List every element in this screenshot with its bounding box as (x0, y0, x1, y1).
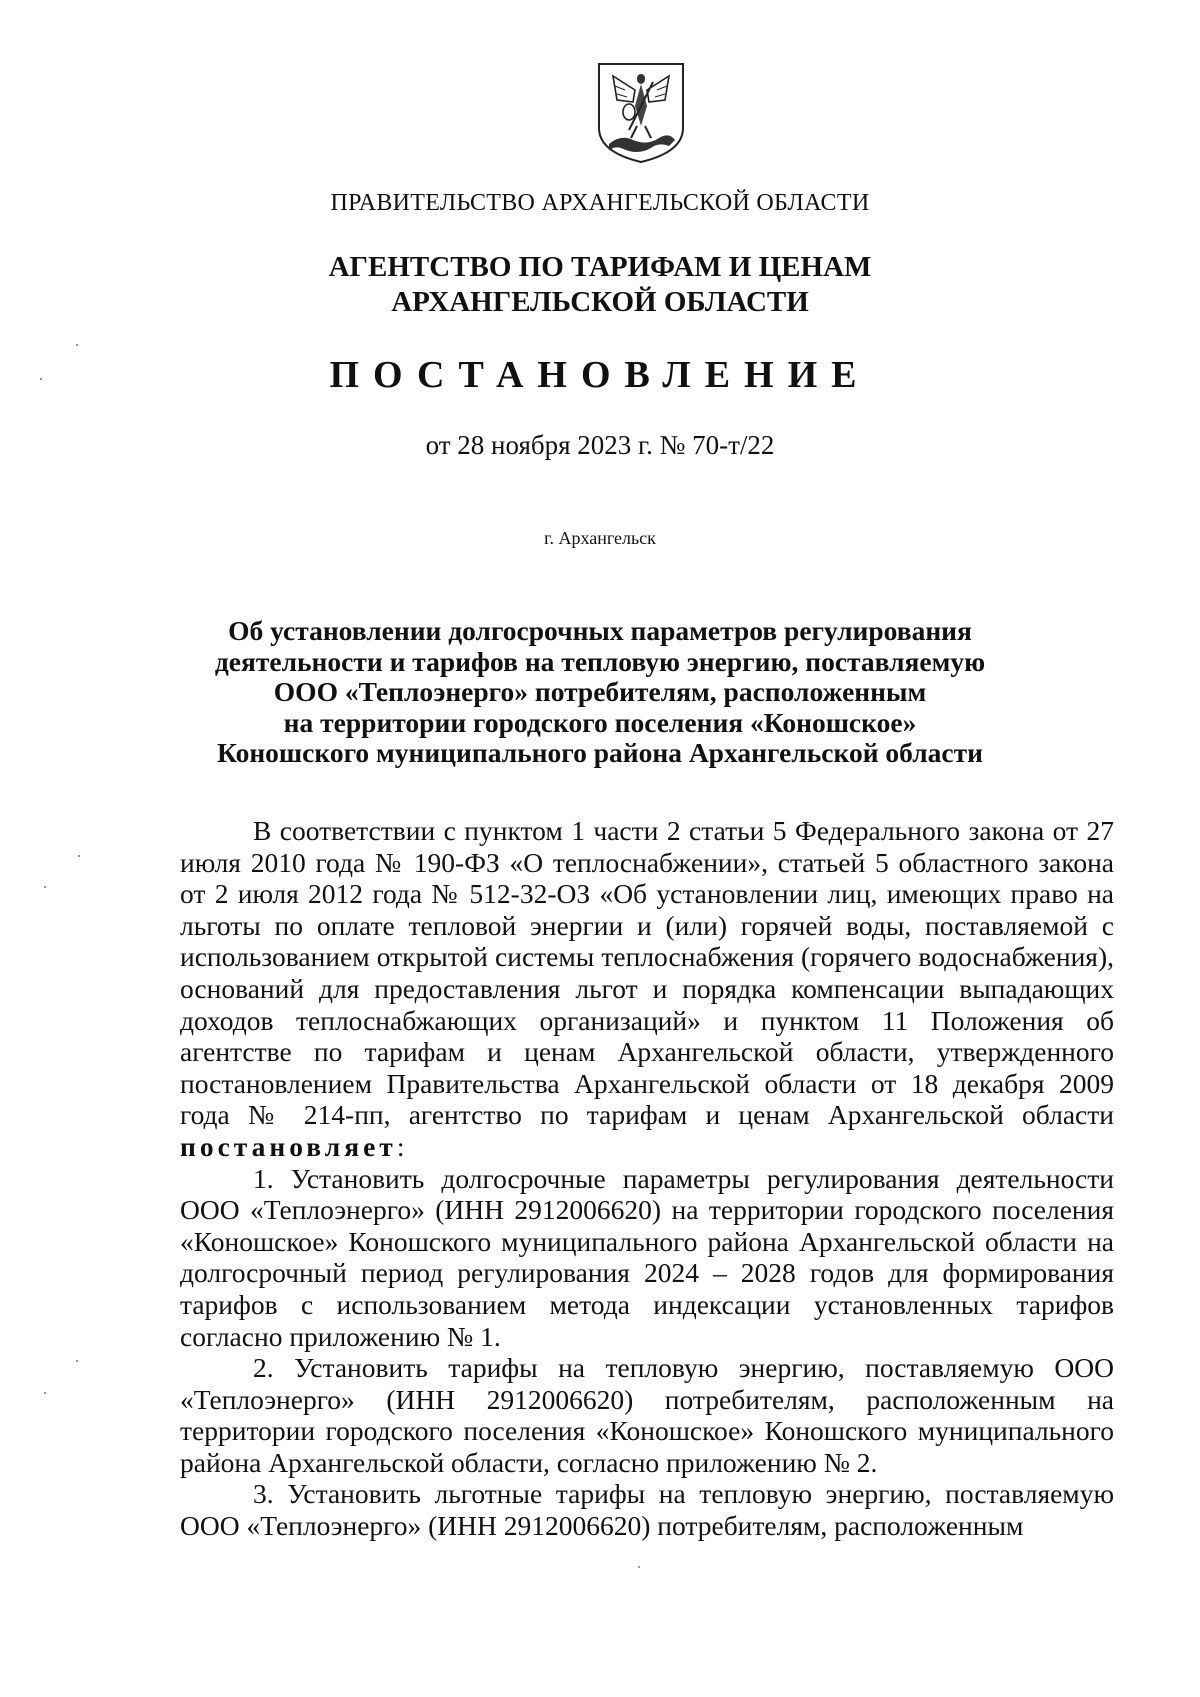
arkhangelsk-coat-of-arms-icon (595, 60, 687, 166)
preamble-text: В соответствии с пунктом 1 части 2 статьи 5 Федерального закона от 27 июля 2010 года № 190-ФЗ «О теплоснабжении», статьей 5 областного закона от 2 июля 2012 года № 512-32-ОЗ «Об установлении лиц, имеющих право на льготы по оплате тепловой энергии и (или) горячей воды, поставляемой с использованием открытой системы теплоснабжения (горячего водоснабжения), оснований для предоставления льгот и порядка компенсации выпадающих доходов теплоснабжающих организаций» и пунктом 11 Положения об агентстве по тарифам и ценам Архангельской области, утвержденного постановлением Правительства Архангельской области от 18 декабря 2009 года № 214-пп, агентство по тарифам и ценам Архангельской области (180, 815, 1114, 1131)
subject-line: деятельности и тарифов на тепловую энергию, поставляемую (214, 645, 986, 677)
item-1-paragraph: 1. Установить долгосрочные параметры регулирования деятельности ООО «Теплоэнерго» (ИНН 2912006620) на территории городского поселения «Коношское» Коношского муниципального района Архангельской области на долгосрочный период регулирования 2024 – 2028 годов для формирования тарифов с использованием метода индексации установленных тарифов согласно приложению № 1. (180, 1162, 1114, 1352)
subject-line: Об установлении долгосрочных параметров регулирования (228, 615, 972, 646)
scan-speck (638, 1566, 640, 1568)
agency-name-line1: АГЕНТСТВО ПО ТАРИФАМ И ЦЕНАМ (328, 251, 872, 283)
scan-speck (76, 344, 78, 346)
scan-speck (76, 1360, 78, 1362)
agency-name (0, 250, 1200, 320)
subject-line: Коношского муниципального района Архангельской области (217, 737, 983, 768)
government-name: ПРАВИТЕЛЬСТВО АРХАНГЕЛЬСКОЙ ОБЛАСТИ (330, 190, 870, 216)
scan-speck (44, 1392, 46, 1394)
document-body (180, 815, 1114, 1542)
scan-speck (40, 378, 42, 380)
resolves-colon: : (396, 1130, 405, 1162)
item-2-paragraph: 2. Установить тарифы на тепловую энергию, поставляемую ООО «Теплоэнерго» (ИНН 2912006620) потребителям, расположенным на территории городского поселения «Коношское» Коношского муниципального района Архангельской области, согласно приложению № 2. (180, 1352, 1114, 1478)
resolves-word: постановляет (180, 1130, 397, 1162)
scan-speck (78, 855, 80, 857)
preamble-paragraph (180, 815, 1114, 1163)
date-and-number: от 28 ноября 2023 г. № 70-т/22 (425, 430, 775, 460)
item-3-paragraph: 3. Установить льготные тарифы на тепловую энергию, поставляемую ООО «Теплоэнерго» (ИНН 2912006620) потребителям, расположенным (180, 1478, 1114, 1542)
document-type: ПОСТАНОВЛЕНИЕ (329, 354, 871, 396)
scan-speck (44, 886, 46, 888)
document-subject (0, 616, 1200, 769)
city: г. Архангельск (544, 528, 656, 548)
subject-line: на территории городского поселения «Коношское» (283, 706, 917, 738)
agency-name-line2: АРХАНГЕЛЬСКОЙ ОБЛАСТИ (391, 286, 809, 318)
subject-line: ООО «Теплоэнерго» потребителям, расположенным (273, 676, 927, 707)
